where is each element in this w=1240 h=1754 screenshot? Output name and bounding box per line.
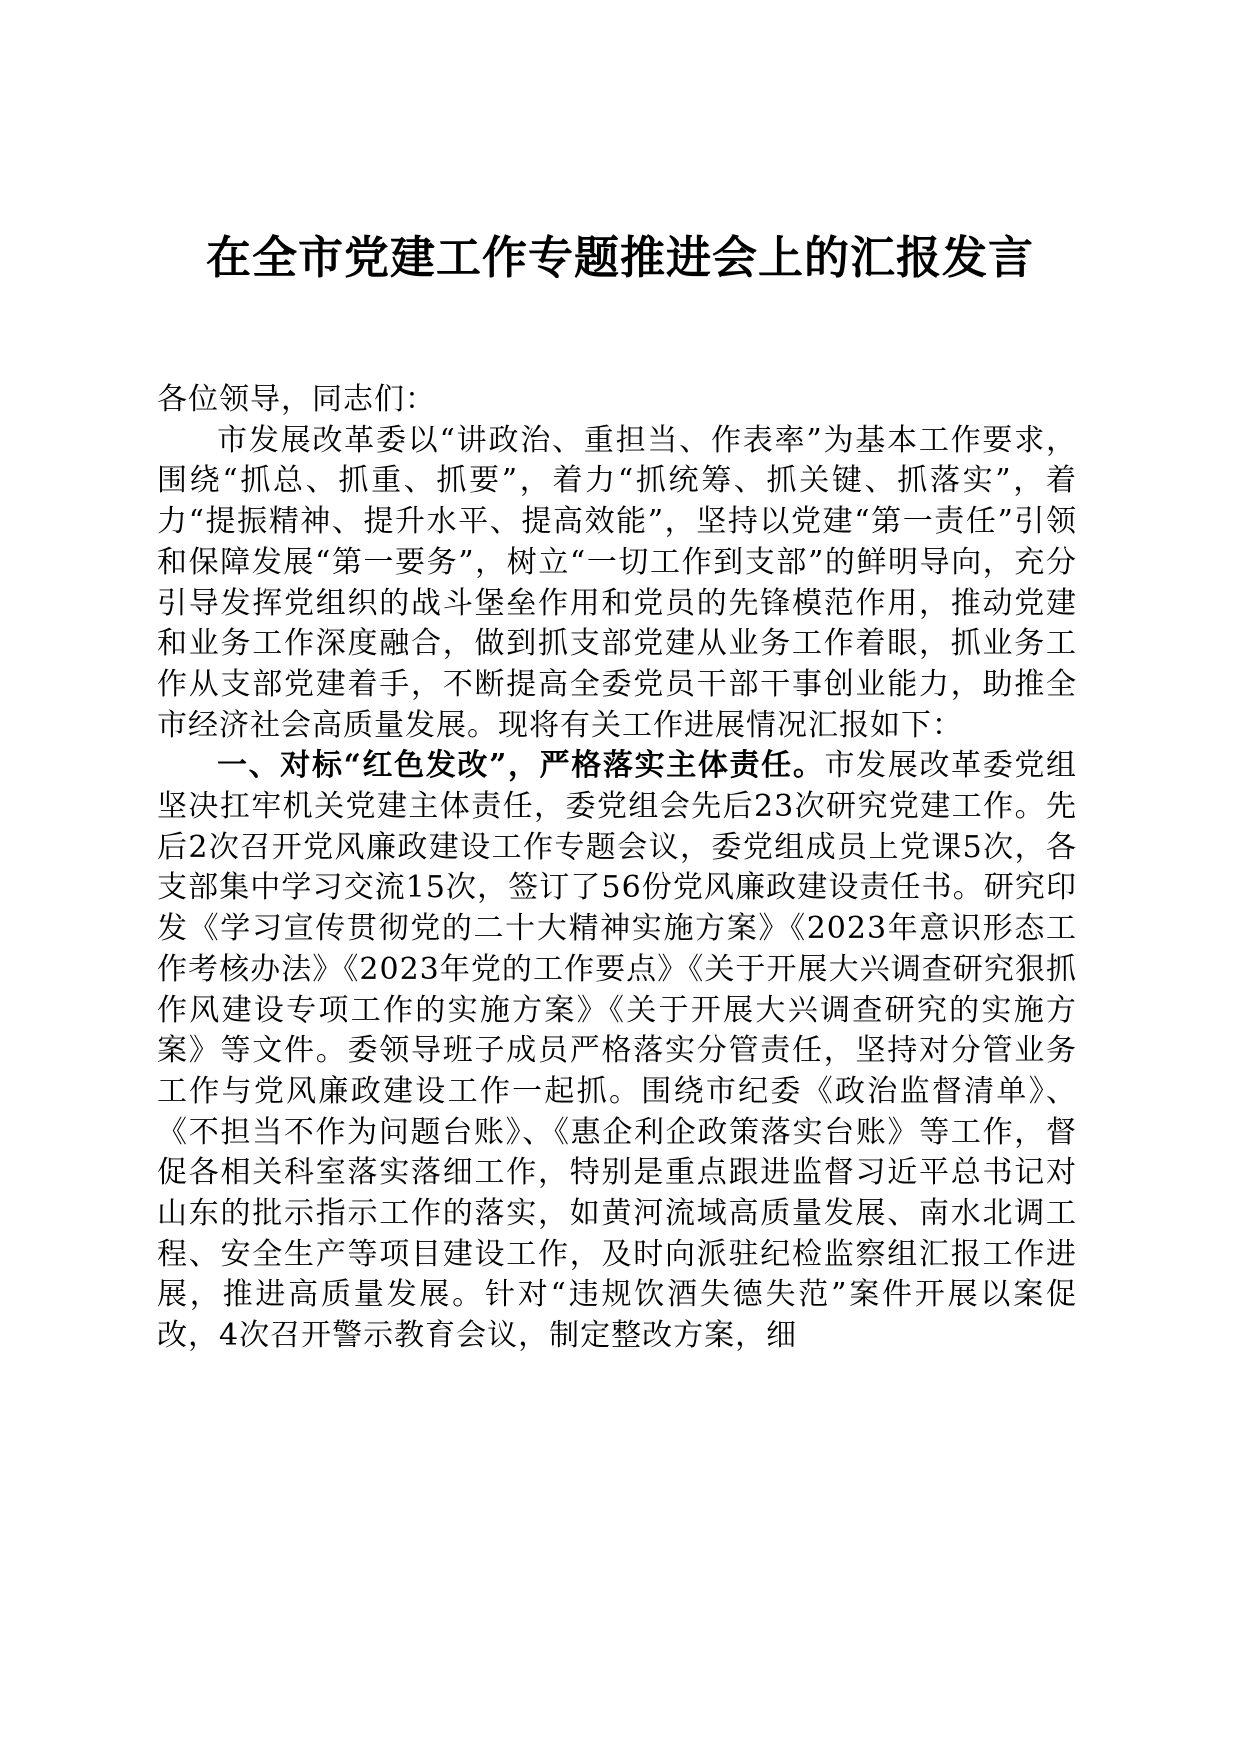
- intro-paragraph: [157, 421, 1077, 747]
- salutation: 各位领导，同志们：: [157, 382, 436, 417]
- document-body: [157, 380, 1077, 1357]
- section-one-heading: 一、对标“红色发改”，严格落实主体责任。: [217, 748, 825, 784]
- section-one-paragraph: [157, 746, 1077, 1357]
- section-one-text: 市发展改革委党组坚决扛牢机关党建主体责任，委党组会先后23次研究党建工作。先后2次召开党风廉政建设工作专题会议，委党组成员上党课5次，各支部集中学习交流15次，签订了56份党风廉政建设责任书。研究印发《学习宣传贯彻党的二十大精神实施方案》《2023年意识形态工作考核办法》《2023年党的工作要点》《关于开展大兴调查研究狠抓作风建设专项工作的实施方案》《关于开展大兴调查研究的实施方案》等文件。委领导班子成员严格落实分管责任，坚持对分管业务工作与党风廉政建设工作一起抓。围绕市纪委《政治监督清单》、《不担当不作为问题台账》、《惠企利企政策落实台账》等工作，督促各相关科室落实落细工作，特别是重点跟进监督习近平总书记对山东的批示指示工作的落实，如黄河流域高质量发展、南水北调工程、安全生产等项目建设工作，及时向派驻纪检监察组汇报工作进展，推进高质量发展。针对“违规饮酒失德失范”案件开展以案促改，4次召开警示教育会议，制定整改方案，细: [157, 748, 1078, 1354]
- document-title: 在全市党建工作专题推进会上的汇报发言: [205, 231, 1034, 284]
- intro-paragraph-text: 市发展改革委以“讲政治、重担当、作表率”为基本工作要求，围绕“抓总、抓重、抓要”，着力“抓统筹、抓关键、抓落实”，着力“提振精神、提升水平、提高效能”，坚持以党建“第一责任”引领和保障发展“第一要务”，树立“一切工作到支部”的鲜明导向，充分引导发挥党组织的战斗堡垒作用和党员的先锋模范作用，推动党建和业务工作深度融合，做到抓支部党建从业务工作着眼，抓业务工作从支部党建着手，不断提高全委党员干部干事创业能力，助推全市经济社会高质量发展。现将有关工作进展情况汇报如下：: [157, 422, 1077, 743]
